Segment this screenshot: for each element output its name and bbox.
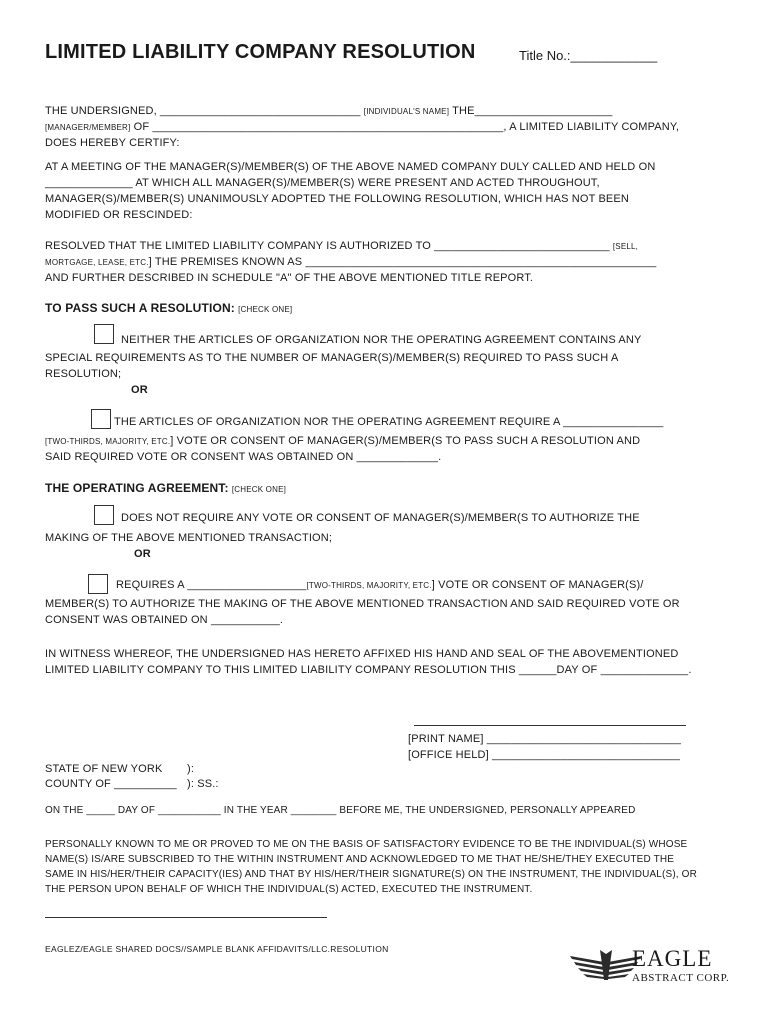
manager-member-hint: [MANAGER/MEMBER] <box>45 123 131 132</box>
operating-option-1-line-1: DOES NOT REQUIRE ANY VOTE OR CONSENT OF MANAGER(S)/MEMBER(S TO AUTHORIZE THE <box>121 512 640 524</box>
meeting-date-line[interactable]: ______________ AT WHICH ALL MANAGER(S)/MEMBER(S) WERE PRESENT AND ACTED THROUGHOUT, <box>45 177 600 189</box>
logo-name: EAGLE <box>632 946 713 971</box>
acknowledgment-date-line[interactable]: ON THE _____ DAY OF ___________ IN THE YEAR ________ BEFORE ME, THE UNDERSIGNED, PERSONALLY APPEARED <box>45 805 636 816</box>
pass-option-2-checkbox[interactable] <box>91 409 111 429</box>
title-number-field[interactable]: Title No.:____________ <box>519 48 658 63</box>
premises-blank[interactable]: ] THE PREMISES KNOWN AS ________________________________________________________ <box>148 256 657 268</box>
company-name-blank[interactable]: OF ________________________________________________________, A LIMITED LIABILITY COMPANY, <box>133 121 680 133</box>
notary-signature-line[interactable] <box>45 917 327 918</box>
resolved-line-1 <box>45 238 638 255</box>
witness-line-2[interactable]: LIMITED LIABILITY COMPANY TO THIS LIMITED LIABILITY COMPANY RESOLUTION THIS ______DAY OF ______________. <box>45 664 692 676</box>
pass-or-label: OR <box>131 384 148 396</box>
operating-option-2-text: ] VOTE OR CONSENT OF MANAGER(S)/ <box>431 579 644 591</box>
print-name-field[interactable]: [PRINT NAME] _______________________________ <box>408 733 682 745</box>
acknowledgment-line-4: THE PERSON UPON BEHALF OF WHICH THE INDIVIDUAL(S) ACTED, EXECUTED THE INSTRUMENT. <box>45 884 533 895</box>
document-path: EAGLEZ/EAGLE SHARED DOCS//SAMPLE BLANK AFFIDAVITS/LLC.RESOLUTION <box>45 944 389 954</box>
operating-option-2-line-1 <box>116 577 643 594</box>
signature-line[interactable] <box>414 725 686 726</box>
action-hint: [SELL, <box>612 242 639 251</box>
operating-option-1-line-2: MAKING OF THE ABOVE MENTIONED TRANSACTION; <box>45 532 333 544</box>
operating-option-1-checkbox[interactable] <box>94 505 114 525</box>
pass-option-2-line-2 <box>45 433 640 450</box>
operating-or-label: OR <box>134 548 151 560</box>
operating-option-2-line-2: MEMBER(S) TO AUTHORIZE THE MAKING OF THE ABOVE MENTIONED TRANSACTION AND SAID REQUIRED VOTE OR <box>45 598 680 610</box>
pass-option-1-line-2: SPECIAL REQUIREMENTS AS TO THE NUMBER OF MANAGER(S)/MEMBER(S) REQUIRED TO PASS SUCH A <box>45 352 619 364</box>
county-field[interactable]: COUNTY OF __________ <box>45 778 177 790</box>
title-role-blank[interactable]: THE______________________ <box>452 105 613 117</box>
check-one-hint-2: [CHECK ONE] <box>231 485 287 494</box>
vote-type-hint: [TWO-THIRDS, MAJORITY, ETC. <box>45 437 171 446</box>
vote-type-hint-2: [TWO-THIRDS, MAJORITY, ETC. <box>306 581 432 590</box>
county-separator: ): SS.: <box>187 778 219 790</box>
meeting-line-4: MODIFIED OR RESCINDED: <box>45 209 193 221</box>
pass-option-2-line-3[interactable]: SAID REQUIRED VOTE OR CONSENT WAS OBTAINED ON _____________. <box>45 451 442 463</box>
check-one-hint: [CHECK ONE] <box>238 305 293 314</box>
operating-option-2-line-3[interactable]: CONSENT WAS OBTAINED ON ___________. <box>45 614 284 626</box>
resolved-line-2 <box>45 254 656 271</box>
acknowledgment-line-2: NAME(S) IS/ARE SUBSCRIBED TO THE WITHIN INSTRUMENT AND ACKNOWLEDGED TO ME THAT HE/SHE/THEY EXECUTED THE <box>45 854 675 865</box>
office-held-field[interactable]: [OFFICE HELD] ______________________________ <box>408 749 681 761</box>
pass-heading-text: TO PASS SUCH A RESOLUTION: <box>45 301 235 315</box>
pass-option-1-line-3: RESOLUTION; <box>45 368 122 380</box>
individual-name-hint: [INDIVIDUAL'S NAME] <box>363 107 450 116</box>
intro-line-1 <box>45 103 613 120</box>
document-title: LIMITED LIABILITY COMPANY RESOLUTION <box>45 41 476 63</box>
action-blank[interactable]: RESOLVED THAT THE LIMITED LIABILITY COMPANY IS AUTHORIZED TO ____________________________ <box>45 240 610 252</box>
operating-heading-text: THE OPERATING AGREEMENT: <box>45 481 229 495</box>
logo-subtitle: ABSTRACT CORP. <box>632 972 730 984</box>
pass-option-2-line-1[interactable]: THE ARTICLES OF ORGANIZATION NOR THE OPERATING AGREEMENT REQUIRE A ________________ <box>114 416 664 428</box>
intro-line-2 <box>45 119 679 136</box>
state-label: STATE OF NEW YORK <box>45 763 163 775</box>
meeting-line-3: MANAGER(S)/MEMBER(S) UNANIMOUSLY ADOPTED THE FOLLOWING RESOLUTION, WHICH HAS NOT BEEN <box>45 193 630 205</box>
action-hint-cont: MORTGAGE, LEASE, ETC. <box>45 258 149 267</box>
resolved-line-3: AND FURTHER DESCRIBED IN SCHEDULE "A" OF THE ABOVE MENTIONED TITLE REPORT. <box>45 272 534 284</box>
operating-section-heading <box>45 480 286 498</box>
intro-line-3: DOES HEREBY CERTIFY: <box>45 137 180 149</box>
witness-line-1: IN WITNESS WHEREOF, THE UNDERSIGNED HAS HERETO AFFIXED HIS HAND AND SEAL OF THE ABOVEMENTIONED <box>45 648 679 660</box>
vote-required-blank[interactable]: REQUIRES A ___________________ <box>116 579 307 591</box>
state-separator: ): <box>187 763 195 775</box>
pass-option-1-checkbox[interactable] <box>94 324 114 344</box>
individual-name-blank[interactable]: THE UNDERSIGNED, ________________________________ <box>45 105 361 117</box>
pass-option-2-text: ] VOTE OR CONSENT OF MANAGER(S)/MEMBER(S TO PASS SUCH A RESOLUTION AND <box>170 435 641 447</box>
pass-option-1-line-1: NEITHER THE ARTICLES OF ORGANIZATION NOR THE OPERATING AGREEMENT CONTAINS ANY <box>121 334 642 346</box>
meeting-line-1: AT A MEETING OF THE MANAGER(S)/MEMBER(S) OF THE ABOVE NAMED COMPANY DULY CALLED AND HELD ON <box>45 161 656 173</box>
acknowledgment-line-1: PERSONALLY KNOWN TO ME OR PROVED TO ME ON THE BASIS OF SATISFACTORY EVIDENCE TO BE THE INDIVIDUAL(S) WHOSE <box>45 839 688 850</box>
operating-option-2-checkbox[interactable] <box>88 574 108 594</box>
pass-section-heading <box>45 300 292 318</box>
acknowledgment-line-3: SAME IN HIS/HER/THEIR CAPACITY(IES) AND THAT BY HIS/HER/THEIR SIGNATURE(S) ON THE INSTRUMENT, THE INDIVIDUAL(S), OR <box>45 869 697 880</box>
